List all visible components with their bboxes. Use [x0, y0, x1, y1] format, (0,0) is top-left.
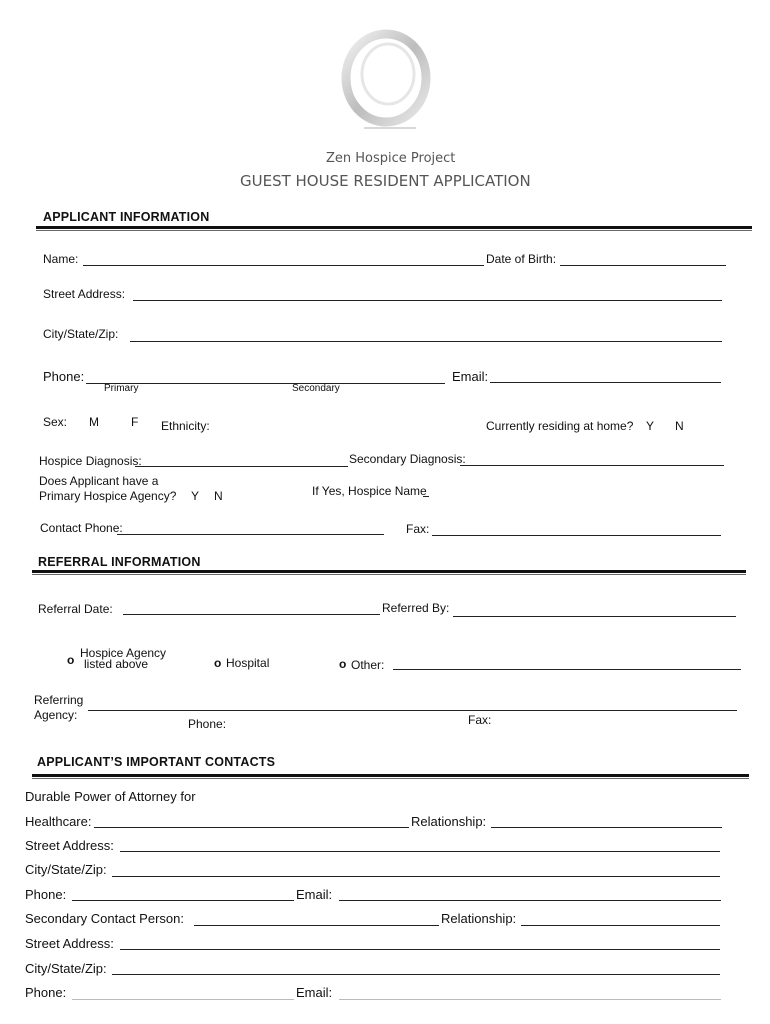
contact-email-label: Email:: [296, 887, 333, 902]
option-hospital[interactable]: Hospital: [226, 656, 270, 670]
referral-fax-label: Fax:: [468, 713, 492, 727]
other-field[interactable]: [393, 669, 741, 670]
contact-phone-field[interactable]: [72, 900, 294, 901]
option-hospice-agency-line1[interactable]: Hospice Agency: [80, 646, 167, 660]
city-state-zip-field[interactable]: [130, 341, 722, 342]
referring-agency-label-line2: Agency:: [34, 708, 78, 722]
org-name: Zen Hospice Project: [326, 151, 456, 166]
contact2-phone-field[interactable]: [72, 999, 294, 1000]
secondary-diagnosis-field[interactable]: [460, 465, 724, 466]
relationship2-field[interactable]: [521, 925, 720, 926]
agency-option-n[interactable]: N: [214, 489, 223, 503]
referring-agency-label-line1: Referring: [34, 693, 84, 707]
section-divider-thin: [36, 230, 752, 231]
section-divider: [36, 226, 752, 229]
contact-city-label: City/State/Zip:: [25, 862, 107, 877]
email-field[interactable]: [490, 382, 721, 383]
email-label: Email:: [452, 369, 489, 384]
phone-primary-caption: Primary: [104, 383, 139, 394]
section-divider: [32, 570, 746, 573]
contact-phone-label: Contact Phone:: [40, 521, 123, 535]
contact2-email-field[interactable]: [339, 999, 721, 1000]
agency-question-line1: Does Applicant have a: [39, 474, 159, 488]
contacts-section-title: APPLICANT’S IMPORTANT CONTACTS: [37, 755, 276, 769]
referral-phone-label: Phone:: [188, 717, 227, 731]
agency-option-y[interactable]: Y: [191, 489, 200, 503]
option-hospice-agency-line2[interactable]: listed above: [84, 657, 149, 671]
hospice-name-field[interactable]: [423, 496, 429, 497]
name-field[interactable]: [83, 265, 484, 266]
option-bullet-icon[interactable]: o: [67, 653, 75, 667]
contact2-city-label: City/State/Zip:: [25, 961, 107, 976]
contact-phone-field[interactable]: [117, 534, 384, 535]
street-address-field[interactable]: [133, 300, 722, 301]
secondary-contact-label: Secondary Contact Person:: [25, 911, 184, 926]
fax-label: Fax:: [406, 522, 430, 536]
option-bullet-icon[interactable]: o: [214, 656, 222, 670]
zen-circle-logo-icon: [336, 24, 440, 136]
city-state-zip-label: City/State/Zip:: [43, 327, 119, 341]
fax-field[interactable]: [432, 535, 721, 536]
sex-label: Sex:: [43, 415, 68, 429]
referred-by-field[interactable]: [453, 616, 736, 617]
name-label: Name:: [43, 252, 79, 266]
residing-option-n[interactable]: N: [675, 419, 684, 433]
ethnicity-label: Ethnicity:: [161, 419, 210, 433]
applicant-section-title: APPLICANT INFORMATION: [43, 210, 210, 224]
contact2-city-field[interactable]: [112, 974, 720, 975]
option-bullet-icon[interactable]: o: [339, 657, 347, 671]
residing-option-y[interactable]: Y: [646, 419, 655, 433]
healthcare-label: Healthcare:: [25, 814, 92, 829]
hospice-name-label: If Yes, Hospice Name: [312, 484, 427, 498]
secondary-contact-field[interactable]: [194, 925, 439, 926]
ethnicity-field[interactable]: [212, 416, 362, 430]
section-divider-thin: [32, 778, 749, 779]
relationship-label: Relationship:: [411, 814, 487, 829]
secondary-diagnosis-label: Secondary Diagnosis:: [349, 452, 466, 466]
contact2-email-label: Email:: [296, 985, 333, 1000]
sex-option-f[interactable]: F: [131, 415, 139, 429]
dpoa-label: Durable Power of Attorney for: [25, 789, 196, 804]
contact2-street-label: Street Address:: [25, 936, 114, 951]
section-divider-thin: [32, 574, 746, 575]
referring-agency-field[interactable]: [88, 710, 737, 711]
healthcare-field[interactable]: [94, 827, 409, 828]
referral-date-field[interactable]: [123, 614, 380, 615]
contact-phone-label: Phone:: [25, 887, 67, 902]
phone-secondary-caption: Secondary: [292, 383, 340, 394]
sex-option-m[interactable]: M: [89, 415, 99, 429]
option-other[interactable]: Other:: [351, 658, 385, 672]
phone-label: Phone:: [43, 369, 85, 384]
referral-date-label: Referral Date:: [38, 602, 113, 616]
contact-street-field[interactable]: [120, 851, 720, 852]
referred-by-label: Referred By:: [382, 601, 450, 615]
dob-label: Date of Birth:: [486, 252, 557, 266]
form-title: GUEST HOUSE RESIDENT APPLICATION: [240, 172, 531, 190]
contact-email-field[interactable]: [339, 900, 721, 901]
hospice-diagnosis-field[interactable]: [135, 466, 348, 467]
dob-field[interactable]: [560, 265, 726, 266]
phone-field[interactable]: [86, 383, 445, 384]
agency-question-line2: Primary Hospice Agency?: [39, 489, 177, 503]
hospice-diagnosis-label: Hospice Diagnosis:: [39, 454, 142, 468]
contact2-street-field[interactable]: [120, 949, 720, 950]
relationship2-label: Relationship:: [441, 911, 517, 926]
section-divider: [32, 774, 749, 777]
contact-street-label: Street Address:: [25, 838, 114, 853]
residing-label: Currently residing at home?: [486, 419, 634, 433]
contact2-phone-label: Phone:: [25, 985, 67, 1000]
relationship-field[interactable]: [491, 827, 722, 828]
street-address-label: Street Address:: [43, 287, 126, 301]
contact-city-field[interactable]: [112, 876, 720, 877]
referral-section-title: REFERRAL INFORMATION: [38, 555, 201, 569]
